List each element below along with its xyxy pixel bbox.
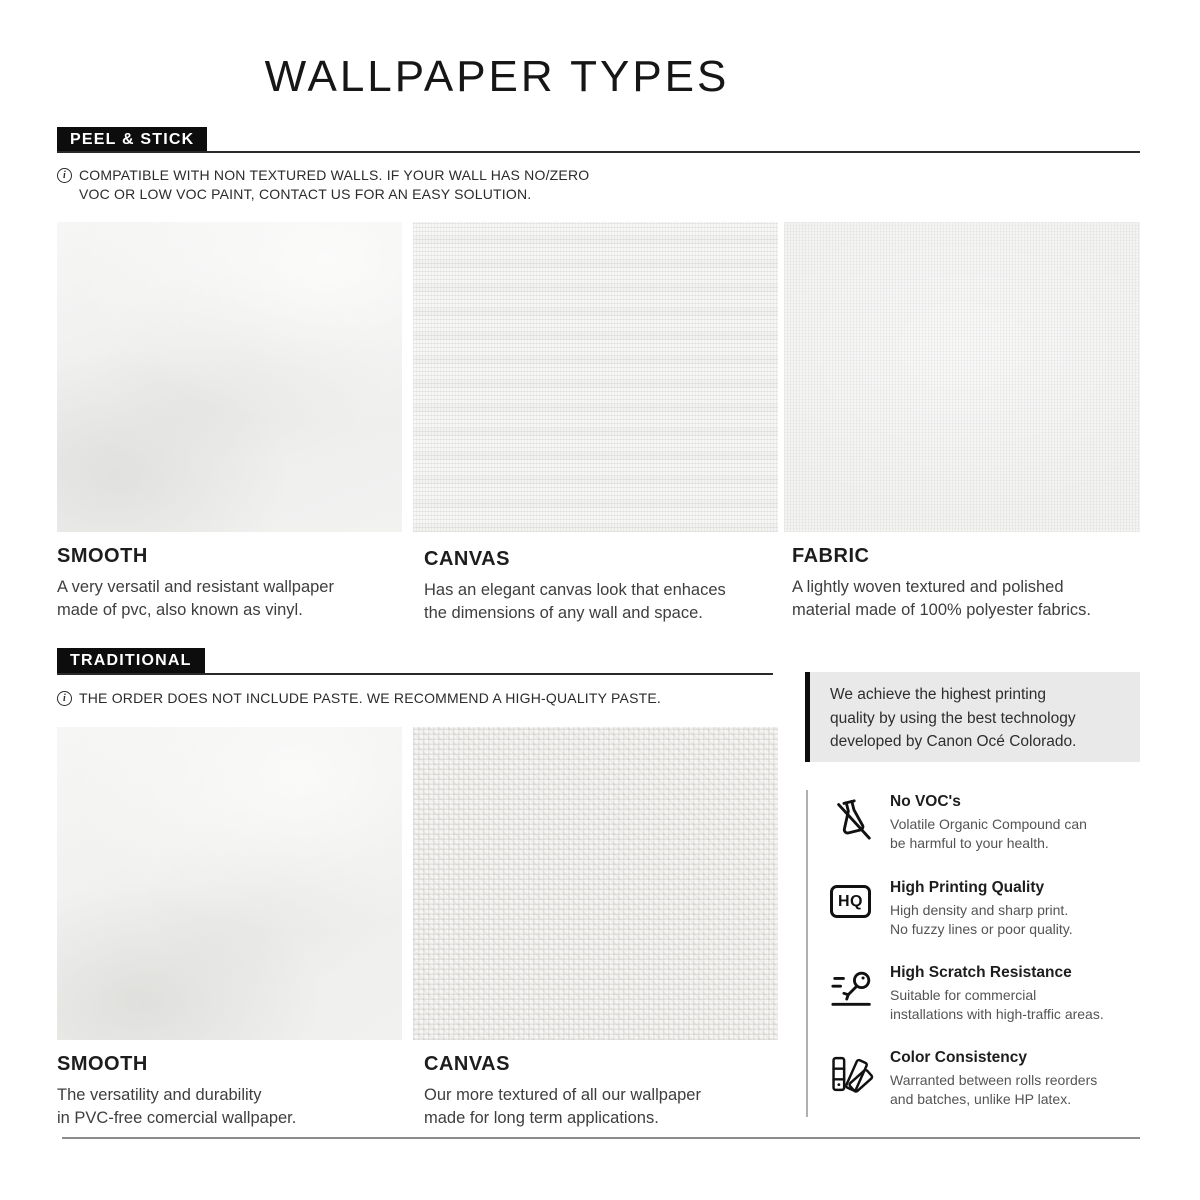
feature-title: Color Consistency — [890, 1049, 1027, 1066]
swatch-image-peel-fabric — [784, 222, 1140, 532]
color-consistency-icon — [830, 1051, 876, 1097]
swatch-image-peel-smooth — [57, 222, 402, 532]
traditional-note — [57, 689, 661, 708]
bottom-rule — [62, 1137, 1140, 1139]
feature-title: High Scratch Resistance — [890, 964, 1072, 981]
peel-and-stick-rule — [57, 151, 1140, 153]
swatch-label-peel-canvas — [424, 548, 780, 625]
feature-description: Warranted between rolls reorders — [890, 1072, 1098, 1088]
feature-description: be harmful to your health. — [890, 834, 1049, 851]
note-line: VOC OR LOW VOC PAINT, CONTACT US FOR AN EASY SOLUTION. — [79, 186, 532, 202]
swatch-description: The versatility and durability in PVC-free comercial wallpaper. — [57, 1086, 297, 1127]
hq-icon: HQ — [830, 881, 876, 927]
feature-high-scratch-resistance — [830, 964, 1140, 1023]
scratch-resistance-icon — [830, 966, 876, 1012]
sidebar-divider — [806, 790, 808, 1117]
swatch-title: SMOOTH — [57, 545, 148, 567]
feature-description: High density and sharp print. — [890, 902, 1069, 918]
swatch-title: SMOOTH — [57, 1053, 148, 1075]
info-icon: i — [57, 168, 72, 183]
feature-description: Volatile Organic Compound can — [890, 816, 1087, 832]
page-title: WALLPAPER TYPES — [264, 52, 730, 101]
feature-title: High Printing Quality — [890, 879, 1045, 896]
feature-description: Suitable for commercial — [890, 987, 1037, 1003]
swatch-description: Has an elegant canvas look that enhaces the dimensions of any wall and space. — [424, 581, 726, 622]
feature-no-voc — [830, 793, 1140, 852]
traditional-rule — [57, 673, 773, 675]
traditional-badge: TRADITIONAL — [57, 648, 205, 674]
printing-quality-quote: We achieve the highest printing quality by using the best technology developed by Canon Océ Colorado. — [810, 672, 1140, 762]
swatch-title: CANVAS — [424, 548, 510, 570]
swatch-title: FABRIC — [792, 545, 870, 567]
swatch-image-traditional-canvas — [413, 727, 778, 1040]
swatch-image-traditional-smooth — [57, 727, 402, 1040]
swatch-description: A lightly woven textured and polished material made of 100% polyester fabrics. — [792, 578, 1091, 619]
swatch-description: A very versatil and resistant wallpaper made of pvc, also known as vinyl. — [57, 578, 334, 619]
note-line: COMPATIBLE WITH NON TEXTURED WALLS. IF YOUR WALL HAS NO/ZERO — [79, 167, 590, 183]
swatch-label-traditional-smooth — [57, 1053, 413, 1130]
peel-and-stick-badge: PEEL & STICK — [57, 127, 207, 153]
feature-title: No VOC's — [890, 793, 961, 810]
swatch-label-traditional-canvas — [424, 1053, 780, 1130]
swatch-title: CANVAS — [424, 1053, 510, 1075]
swatch-image-peel-canvas — [413, 222, 778, 532]
feature-description: No fuzzy lines or poor quality. — [890, 920, 1073, 937]
swatch-description: Our more textured of all our wallpaper made for long term applications. — [424, 1086, 701, 1127]
no-voc-icon — [830, 795, 876, 841]
swatch-label-peel-fabric — [792, 545, 1148, 622]
feature-description: installations with high-traffic areas. — [890, 1005, 1104, 1022]
feature-description: and batches, unlike HP latex. — [890, 1090, 1072, 1107]
swatch-label-peel-smooth — [57, 545, 413, 622]
info-icon: i — [57, 691, 72, 706]
note-line: THE ORDER DOES NOT INCLUDE PASTE. WE RECOMMEND A HIGH-QUALITY PASTE. — [79, 690, 661, 706]
feature-color-consistency — [830, 1049, 1140, 1108]
peel-and-stick-note — [57, 166, 589, 204]
feature-high-printing-quality — [830, 879, 1140, 938]
